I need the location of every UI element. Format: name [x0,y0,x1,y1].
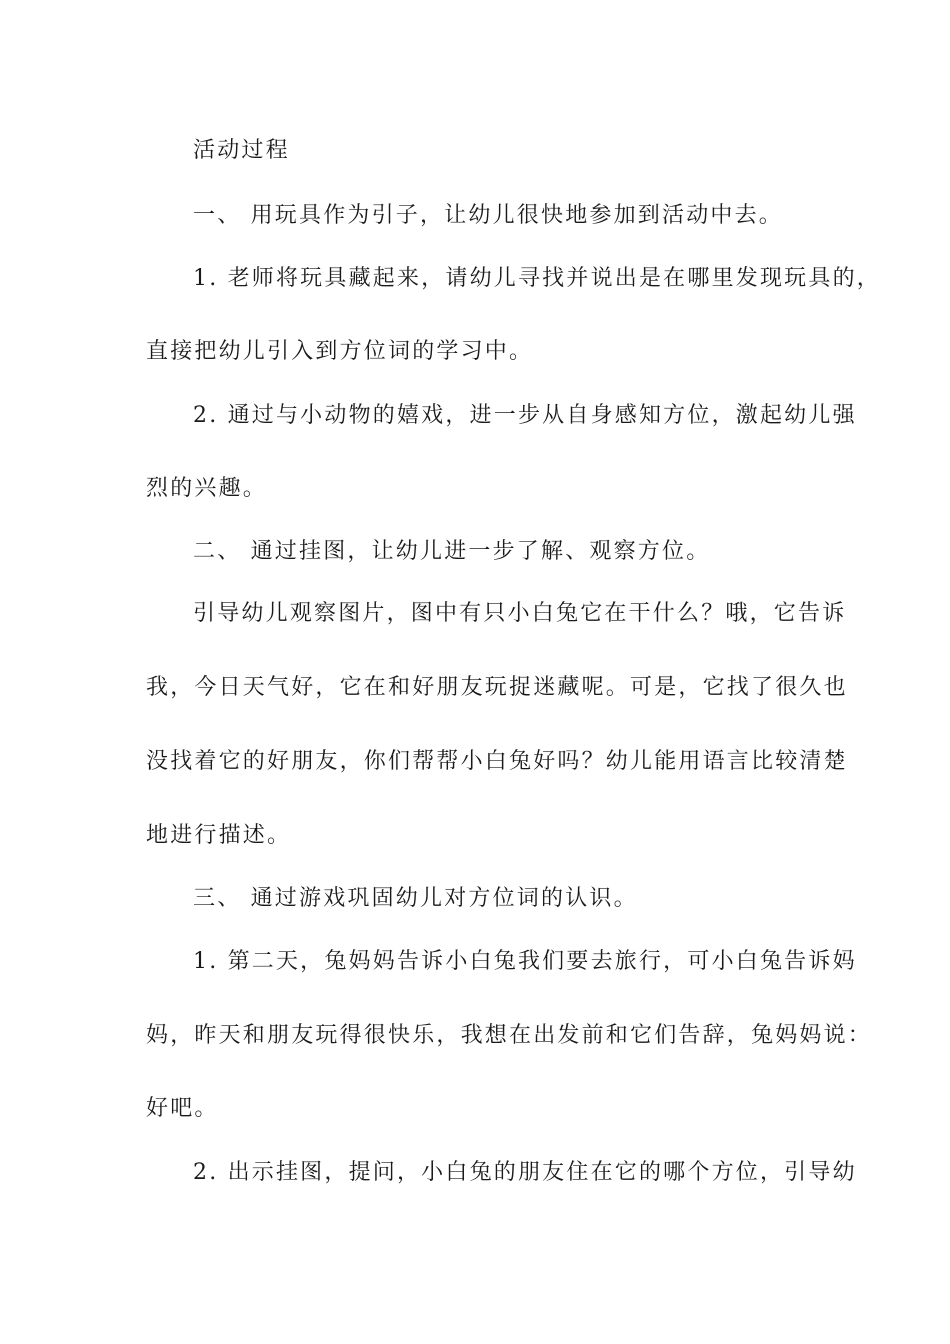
paragraph-line: 引导幼儿观察图片，图中有只小白兔它在干什么？哦，它告诉 [193,601,847,626]
paragraph-line: 好吧。 [146,1096,219,1121]
section-two-title: 二、 通过挂图，让幼儿进一步了解、观察方位。 [193,539,711,564]
paragraph-line: 1. 老师将玩具藏起来，请幼儿寻找并说出是在哪里发现玩具的， [193,266,881,291]
paragraph-line: 地进行描述。 [146,823,292,848]
paragraph-line: 我，今日天气好，它在和好朋友玩捉迷藏呢。可是，它找了很久也 [146,675,848,700]
paragraph-line: 烈的兴趣。 [146,476,268,501]
section-one-title: 一、 用玩具作为引子，让幼儿很快地参加到活动中去。 [193,203,783,228]
paragraph-line: 直接把幼儿引入到方位词的学习中。 [146,339,534,364]
section-heading: 活动过程 [193,138,290,163]
paragraph-line: 1. 第二天，兔妈妈告诉小白兔我们要去旅行，可小白兔告诉妈 [193,949,857,974]
paragraph-line: 2. 通过与小动物的嬉戏，进一步从自身感知方位，激起幼儿强 [193,403,857,428]
paragraph-line: 妈，昨天和朋友玩得很快乐，我想在出发前和它们告辞，兔妈妈说： [146,1023,873,1048]
paragraph-line: 2. 出示挂图，提问，小白兔的朋友住在它的哪个方位，引导幼 [193,1160,857,1185]
paragraph-line: 没找着它的好朋友，你们帮帮小白兔好吗？幼儿能用语言比较清楚 [146,749,848,774]
section-three-title: 三、 通过游戏巩固幼儿对方位词的认识。 [193,886,638,911]
